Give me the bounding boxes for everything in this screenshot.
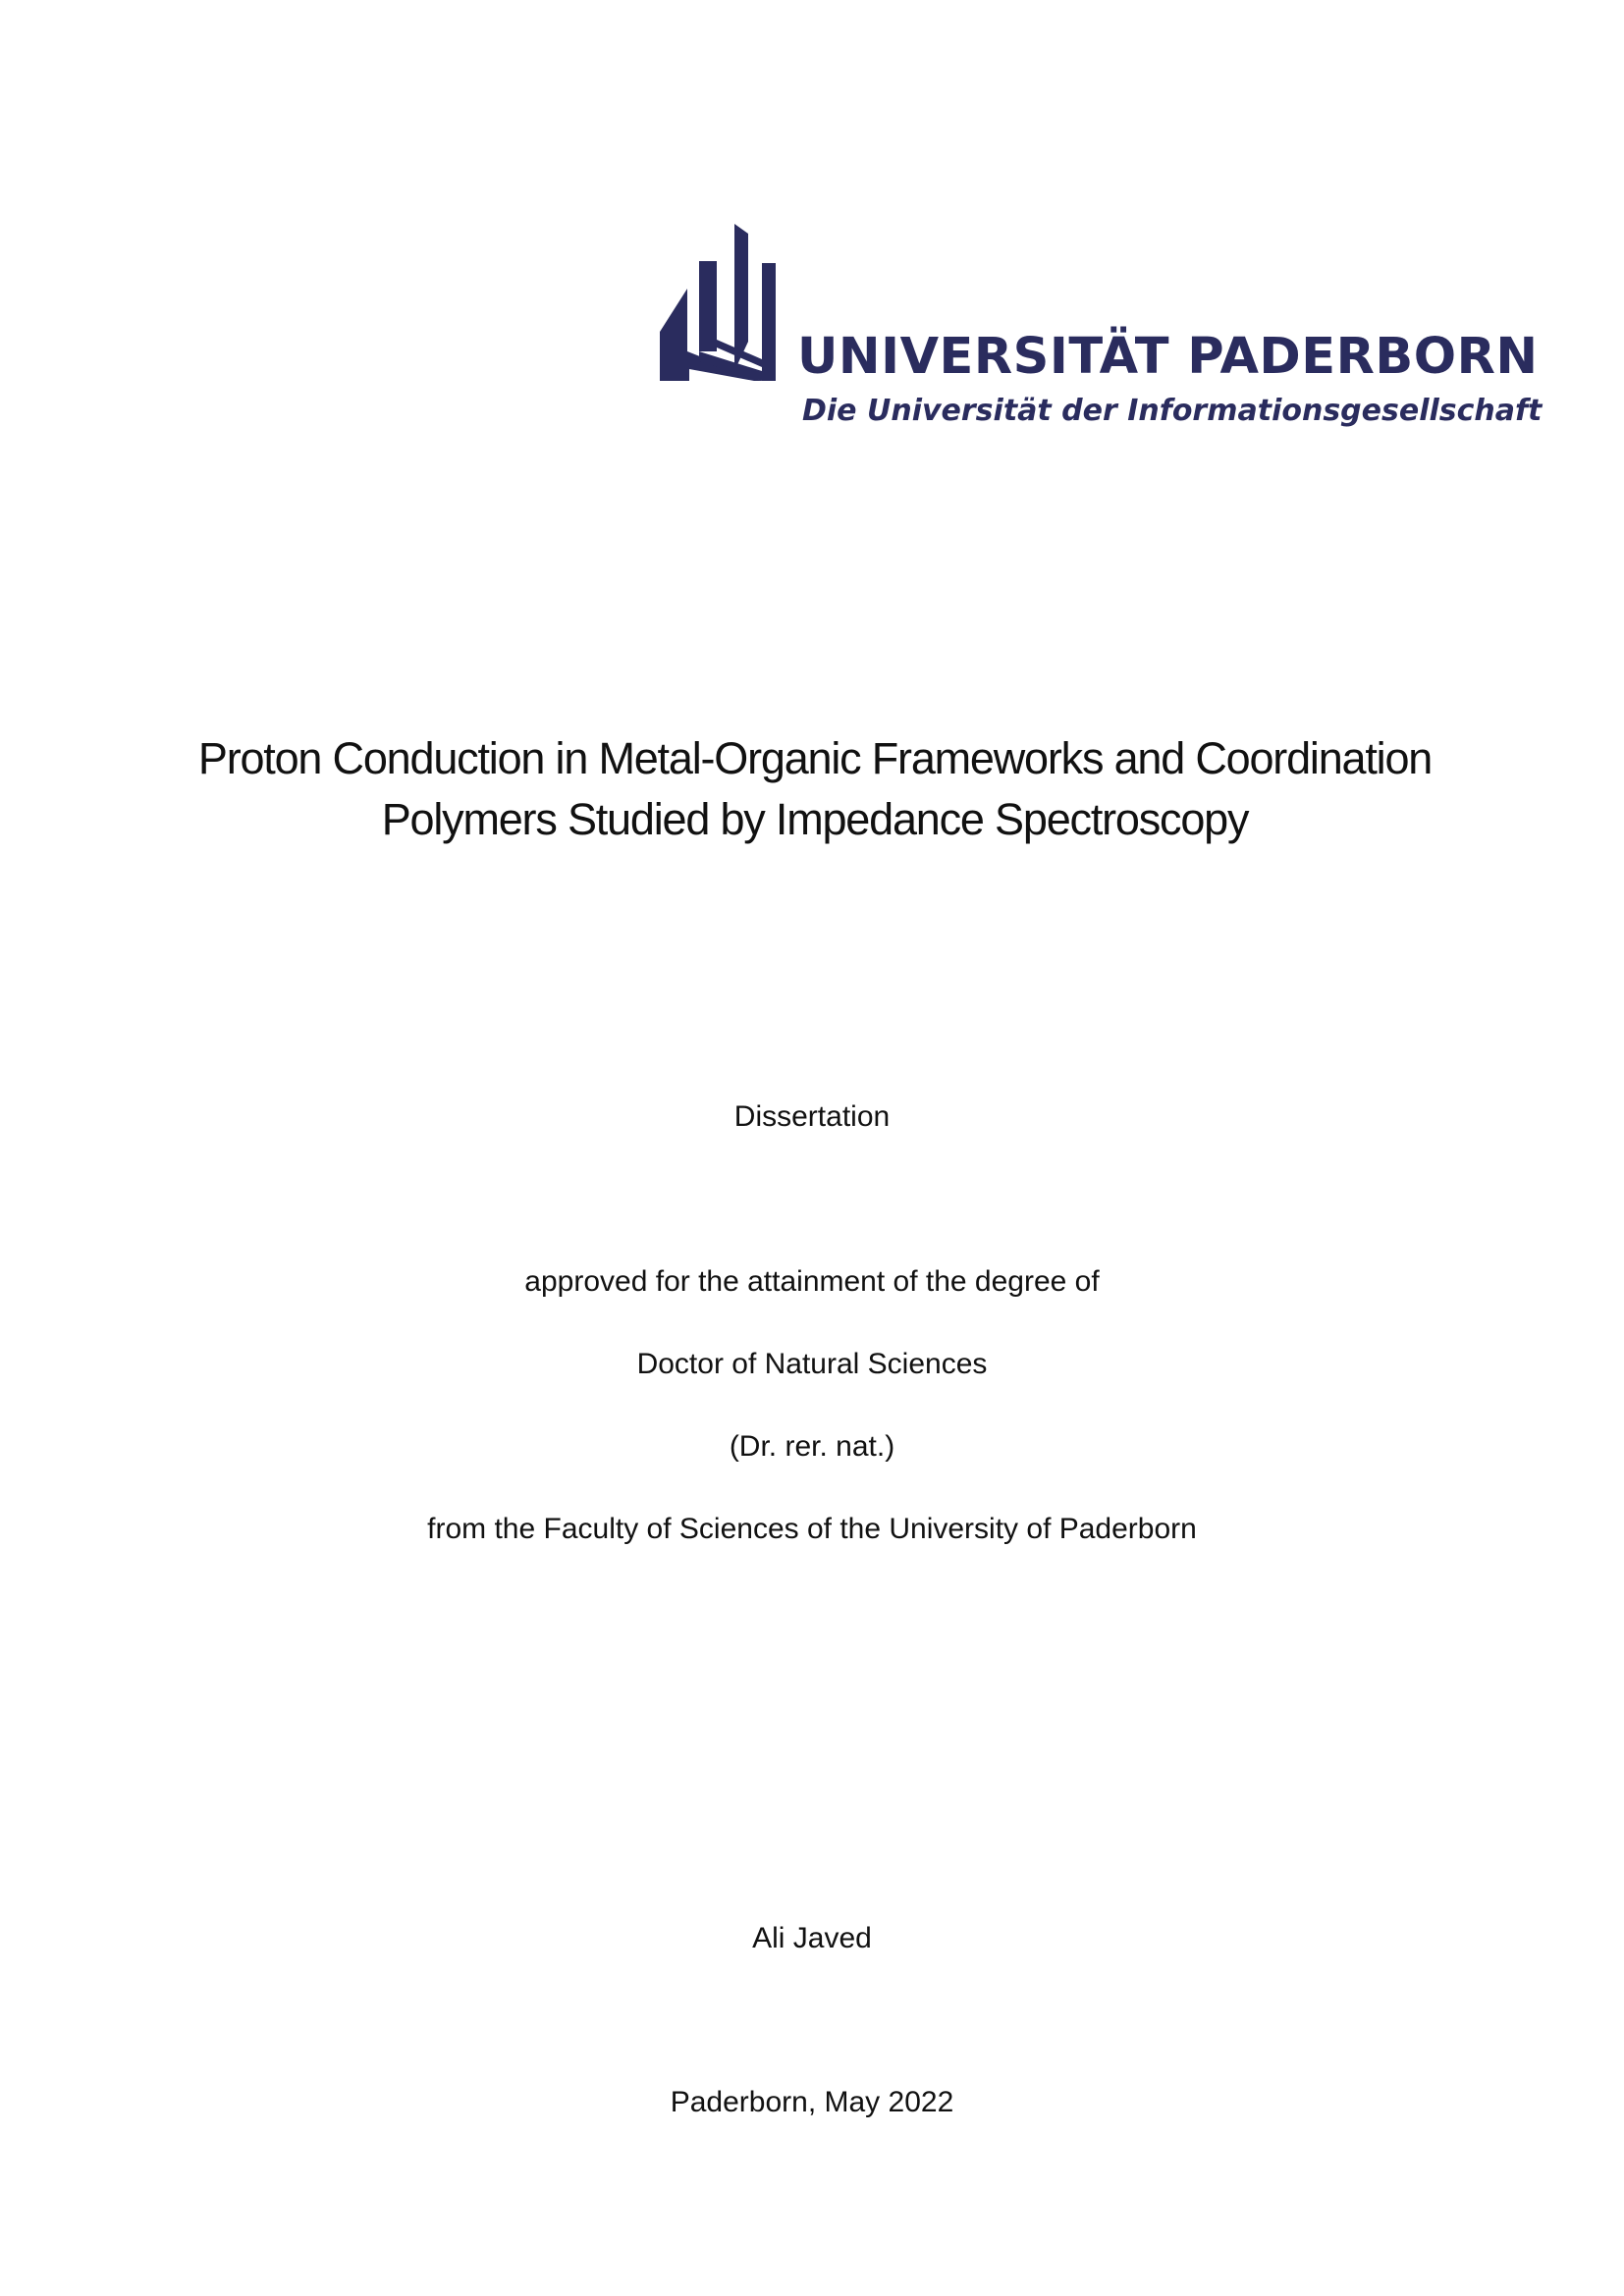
degree-abbreviation: (Dr. rer. nat.) bbox=[729, 1430, 895, 1463]
dissertation-title bbox=[147, 728, 1483, 850]
faculty-text: from the Faculty of Sciences of the University of Paderborn bbox=[427, 1513, 1197, 1545]
degree-text: Doctor of Natural Sciences bbox=[636, 1348, 988, 1380]
place-and-date: Paderborn, May 2022 bbox=[670, 2086, 954, 2118]
university-logo bbox=[660, 224, 1543, 440]
title-line-2: Polymers Studied by Impedance Spectroscopy bbox=[381, 794, 1249, 844]
logo-subtitle: Die Universität der Informationsgesellschaft bbox=[802, 394, 1543, 428]
university-building-logo-icon bbox=[660, 224, 784, 391]
document-type: Dissertation bbox=[733, 1100, 891, 1133]
approval-text: approved for the attainment of the degree of bbox=[524, 1265, 1100, 1298]
title-line-1: Proton Conduction in Metal-Organic Frameworks and Coordination bbox=[197, 733, 1433, 783]
author-name: Ali Javed bbox=[752, 1922, 872, 1954]
logo-title: UNIVERSITÄT PADERBORN bbox=[797, 328, 1539, 386]
